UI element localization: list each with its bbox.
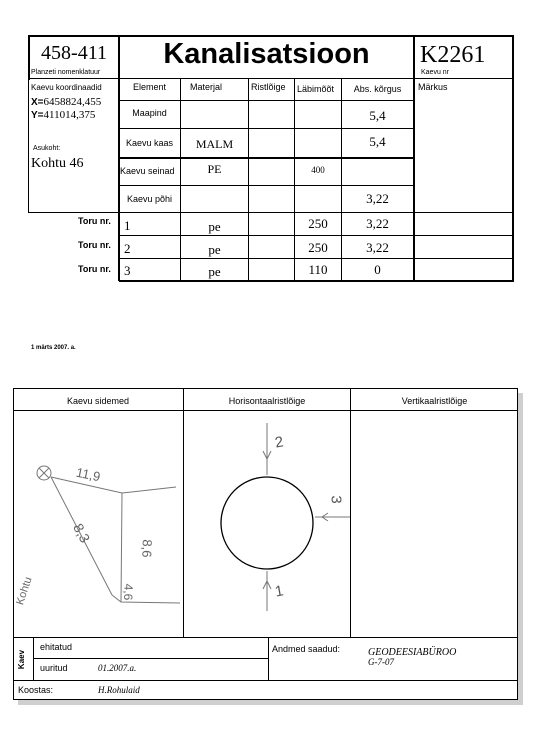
row-element: Kaevu seinad	[120, 166, 175, 176]
source-org: GEODEESIABÜROO	[368, 647, 457, 658]
row-height: 3,22	[366, 191, 389, 206]
pipe-height: 3,22	[366, 240, 389, 255]
pipe-number: 2	[124, 241, 131, 256]
coord-y-value: 411014,375	[43, 109, 96, 121]
horizontal-section-sketch	[184, 411, 350, 637]
row-material: PE	[207, 162, 222, 176]
map-sheet-number: 458-411	[41, 42, 107, 64]
col-header-section: Ristlõige	[251, 82, 286, 92]
col-header-element: Element	[132, 82, 167, 92]
coord-y-label: Y=	[31, 110, 44, 121]
pipe-label: Toru nr.	[78, 216, 111, 226]
coord-x-label: X=	[31, 97, 44, 108]
coord-x-value: 6458824,455	[43, 96, 102, 108]
dim-top-label: 11,9	[74, 464, 102, 485]
built-label: ehitatud	[40, 642, 73, 652]
pipe-height: 3,22	[366, 216, 389, 231]
panel-title-vertical: Vertikaalristlõige	[401, 396, 468, 406]
location-label: Asukoht:	[33, 145, 61, 152]
row-element: Maapind	[132, 108, 167, 118]
panel-title-horizontal: Horisontaalristlõige	[228, 396, 306, 406]
col-header-height: Abs. kõrgus	[353, 84, 402, 94]
author-value: H.Rohulaid	[98, 685, 140, 695]
pipe-in-top-label: 2	[273, 433, 285, 452]
pipe-in-right-label: 3	[327, 495, 345, 504]
pipe-number: 1	[124, 218, 131, 233]
pipe-number: 3	[124, 263, 131, 278]
pipe-material: pe	[208, 219, 221, 234]
col-header-notes: Märkus	[418, 82, 448, 92]
col-header-diameter: Läbimõõt	[297, 84, 335, 94]
coords-label: Kaevu koordinaadid	[31, 83, 102, 92]
col-header-material: Materjal	[190, 82, 223, 92]
well-circle	[221, 477, 313, 569]
source-label: Andmed saadud:	[272, 644, 341, 654]
dim-bottom-label: 4,6	[121, 583, 136, 601]
footer-side-label: Kaev	[17, 649, 27, 670]
pipe-diameter: 110	[308, 262, 328, 277]
row-element: Kaevu põhi	[126, 194, 173, 204]
date-stamp: 1 märts 2007. a.	[31, 345, 76, 351]
map-sheet-label: Planzeti nomenklatuur	[31, 69, 101, 76]
panel-title-connections: Kaevu sidemed	[66, 396, 130, 406]
connections-sketch	[14, 411, 183, 637]
coord-y	[31, 109, 95, 121]
surveyed-label: uuritud	[40, 663, 68, 673]
pipe-diameter: 250	[308, 240, 328, 255]
pipe-material: pe	[208, 264, 221, 279]
pipe-height: 0	[374, 262, 381, 277]
surveyed-value: 01.2007.a.	[98, 663, 137, 673]
dim-right-label: 8,6	[139, 539, 155, 558]
pipe-label: Toru nr.	[78, 240, 111, 250]
street-label: Kohtu	[14, 575, 35, 607]
row-height: 5,4	[369, 108, 386, 123]
pipe-diameter: 250	[308, 216, 328, 231]
row-element: Kaevu kaas	[125, 138, 174, 148]
pipe-out-bottom-label: 1	[273, 582, 285, 601]
location-value: Kohtu 46	[31, 156, 84, 171]
row-height: 5,4	[369, 134, 386, 149]
row-material: MALM	[195, 137, 234, 151]
source-code: G-7-07	[368, 657, 394, 667]
coord-x	[31, 96, 101, 108]
dim-diagonal-label: 8,3	[70, 520, 94, 546]
well-id: K2261	[420, 42, 486, 68]
author-label: Koostas:	[18, 685, 54, 695]
pipe-material: pe	[208, 242, 221, 257]
pipe-label: Toru nr.	[78, 264, 111, 274]
well-id-label: Kaevu nr	[421, 69, 450, 76]
row-diameter: 400	[311, 165, 325, 175]
page-title: Kanalisatsioon	[163, 38, 370, 70]
